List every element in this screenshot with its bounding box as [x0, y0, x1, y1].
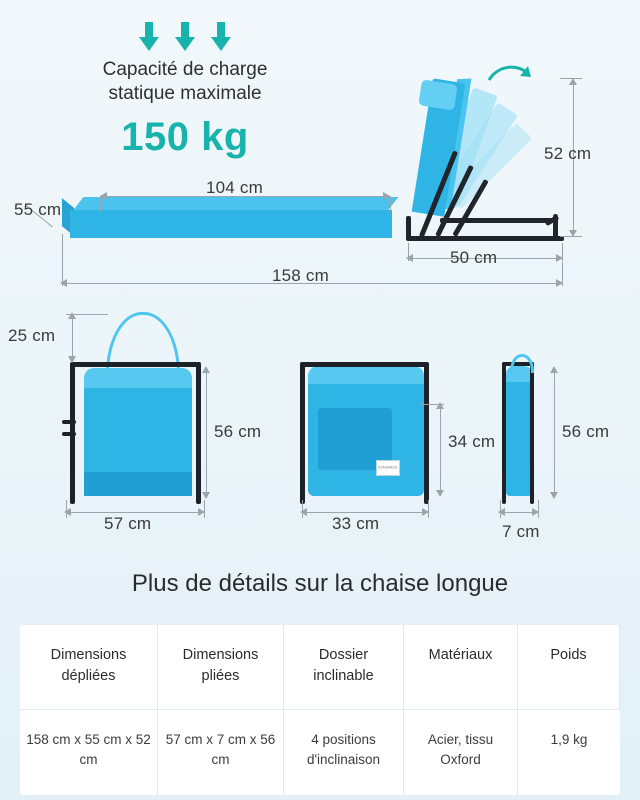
dim-ext-line	[66, 500, 67, 518]
frame-outline	[502, 362, 506, 498]
frame-foot	[530, 492, 534, 504]
specs-value-cell: 57 cm x 7 cm x 56 cm	[158, 710, 284, 795]
frame-outline	[424, 362, 429, 492]
dim-label-folded-height: 56 cm	[214, 422, 262, 441]
dim-ext-line	[562, 262, 563, 286]
dim-ext-line	[560, 236, 582, 237]
open-lounger-illustration	[0, 0, 640, 300]
frame-rail	[406, 236, 564, 241]
frame-side-detail	[62, 432, 76, 436]
dim-label-inner-height: 34 cm	[448, 432, 496, 451]
frame-side-detail	[62, 420, 76, 424]
dim-label-front-width: 33 cm	[332, 514, 380, 533]
dim-ext-line	[562, 243, 563, 261]
side-strap	[510, 354, 534, 373]
folded-body-top	[84, 368, 192, 390]
specs-value-cell: Acier, tissu Oxford	[404, 710, 518, 795]
frame-outline	[530, 362, 534, 498]
dim-label-handle-height: 25 cm	[8, 326, 56, 345]
specs-value-cell: 1,9 kg	[550, 732, 588, 748]
brand-tag	[376, 460, 400, 476]
dim-ext-line	[204, 500, 205, 518]
frame-leg	[406, 216, 411, 240]
dim-label-total-length: 158 cm	[272, 266, 329, 285]
dim-line-folded-height	[206, 368, 207, 498]
dim-arrow-down	[436, 490, 444, 497]
dim-line-handle-height	[72, 314, 73, 362]
dim-ext-line	[408, 243, 409, 261]
dim-ext-line	[500, 500, 501, 518]
dim-arrow-left	[100, 192, 107, 200]
folded-side-view	[480, 300, 640, 550]
frame-foot	[196, 492, 201, 504]
dim-line-folded-width	[66, 512, 204, 513]
frame-outline	[196, 362, 201, 498]
frame-outline	[70, 362, 75, 498]
dim-line-side-height	[554, 368, 555, 498]
dim-arrow-down	[202, 492, 210, 499]
dim-arrow-up	[569, 78, 577, 85]
frame-outline	[300, 362, 305, 492]
dim-ext-line	[538, 500, 539, 518]
specs-header-cell: Dimensions pliées	[158, 625, 284, 710]
specs-header-cell: Dossier inclinable	[284, 625, 404, 710]
specs-value-cell: 158 cm x 55 cm x 52 cm	[20, 710, 158, 795]
folded-front-view	[270, 300, 500, 550]
dim-ext-line	[302, 500, 303, 518]
front-body-top	[308, 366, 424, 386]
dim-ext-line	[390, 196, 391, 212]
folded-carry-view	[0, 300, 280, 550]
specs-header-cell: Matériaux	[404, 625, 518, 710]
details-section-title: Plus de détails sur la chaise longue	[131, 570, 509, 597]
headrest-pillow	[418, 79, 458, 110]
folded-body-shadow	[84, 472, 192, 496]
dim-ext-line	[560, 78, 582, 79]
specs-value-cell: 4 positions d'inclinaison	[284, 710, 404, 795]
dim-label-side-height: 56 cm	[562, 422, 610, 441]
dim-arrow-right	[383, 192, 390, 200]
dim-ext-line	[420, 404, 444, 405]
dim-ext-line	[100, 196, 101, 212]
dim-arrow-up	[202, 366, 210, 373]
side-body	[506, 382, 532, 496]
seat-mat-front	[70, 210, 392, 238]
dim-ext-line	[428, 500, 429, 518]
seat-mat-top	[73, 197, 399, 211]
dim-arrow-down	[550, 492, 558, 499]
specs-table	[20, 625, 620, 795]
frame-top-bar	[72, 362, 199, 367]
frame-notch-bar	[440, 218, 552, 223]
specs-header-cell: Poids	[518, 625, 620, 710]
dim-arrow-down	[68, 356, 76, 363]
frame-foot	[70, 492, 75, 504]
recline-arrow-icon	[487, 62, 531, 88]
dim-line-inner-height	[440, 404, 441, 496]
frame-top-bar	[302, 362, 427, 367]
load-capacity-title-line1: Capacité de charge	[102, 59, 268, 80]
load-capacity-value: 150 kg	[121, 114, 249, 159]
dim-ext-line	[62, 234, 63, 286]
dim-label-width: 55 cm	[14, 200, 62, 219]
dim-arrow-up	[550, 366, 558, 373]
dim-label-thickness: 7 cm	[502, 522, 540, 541]
brand-tag-label: SONGMICS	[378, 465, 398, 471]
specs-header-cell: Dimensions dépliées	[20, 625, 158, 710]
frame-foot	[502, 492, 506, 504]
load-capacity-title-line2: statique maximale	[108, 83, 262, 105]
dim-ext-line	[66, 314, 108, 315]
dim-line-front-width	[302, 512, 428, 513]
dim-label-folded-width: 57 cm	[104, 514, 152, 533]
dim-label-backrest-height: 52 cm	[544, 144, 592, 163]
dim-label-base-depth: 50 cm	[450, 248, 498, 267]
dim-label-mat-length: 104 cm	[206, 178, 263, 197]
